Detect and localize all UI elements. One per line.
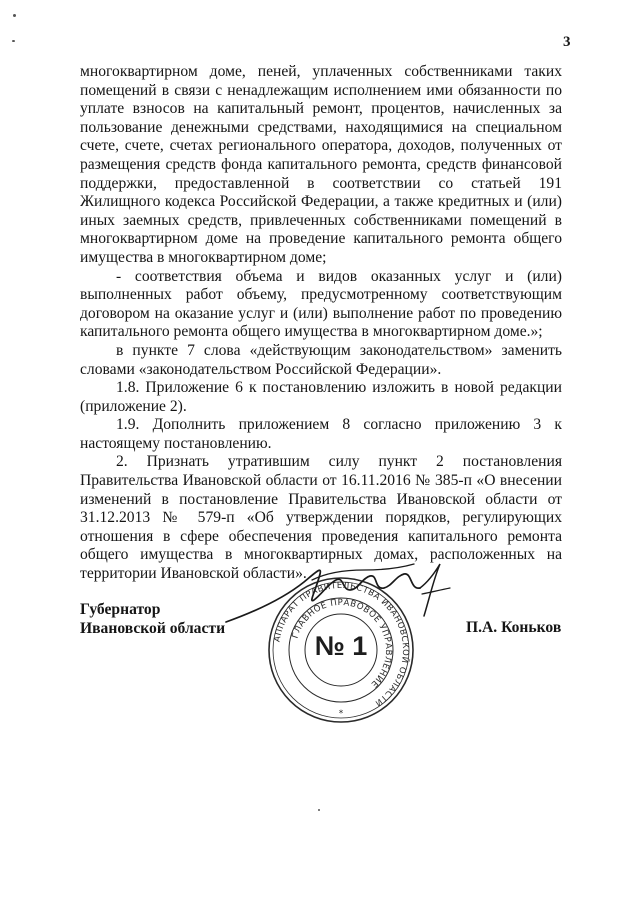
body-paragraph: - соответствия объема и видов оказанных услуг и (или) выполненных работ объему, предусмотренному соответствующим договором на оказание услуг и (или) выполнение работ по проведению капитального ремонта общего имущества в многоквартирном доме.»; bbox=[80, 267, 562, 341]
svg-text:АППАРАТ ПРАВИТЕЛЬСТВА ИВАНОВСК: АППАРАТ ПРАВИТЕЛЬСТВА ИВАНОВСКОЙ ОБЛАСТИ bbox=[271, 579, 412, 709]
signer-position-line: Губернатор bbox=[80, 601, 161, 618]
official-stamp bbox=[266, 575, 416, 725]
signer-name: П.А. Коньков bbox=[466, 619, 562, 636]
signer-position bbox=[80, 601, 225, 638]
svg-text:*: * bbox=[338, 709, 344, 719]
stamp-number: № 1 bbox=[314, 631, 368, 661]
document-body bbox=[80, 63, 562, 584]
body-paragraph: 1.8. Приложение 6 к постановлению изложить в новой редакции (приложение 2). bbox=[80, 379, 562, 415]
scan-speck bbox=[13, 14, 16, 17]
signer-position-line: Ивановской области bbox=[80, 619, 226, 637]
scan-speck bbox=[318, 809, 320, 811]
body-paragraph: 2. Признать утратившим силу пункт 2 постановления Правительства Ивановской области от 16.11.2016 № 385-п «О внесении изменений в постановление Правительства Ивановской области от 31.12.2013 № 579-п «Об утверждении порядков, регулирующих отношения в сфере обеспечения проведения капитального ремонта общего имущества в многоквартирных домах, расположенных на территории Ивановской области». bbox=[80, 453, 562, 583]
body-paragraph: многоквартирном доме, пеней, уплаченных собственниками таких помещений в связи с ненадлежащим исполнением ими обязанности по уплате взносов на капитальный ремонт, процентов, начисленных за пользование денежными средствами, находящимися на специальном счете, счете, счетах регионального оператора, доходов, полученных от размещения средств фонда капитального ремонта, средств финансовой поддержки, предоставленной в соответствии со статьей 191 Жилищного кодекса Российской Федерации, а также кредитных и (или) иных заемных средств, привлеченных собственниками помещений в многоквартирном доме на проведение капитального ремонта общего имущества в многоквартирном доме; bbox=[80, 63, 562, 266]
body-paragraph: 1.9. Дополнить приложением 8 согласно приложению 3 к настоящему постановлению. bbox=[80, 416, 562, 452]
body-paragraph: в пункте 7 слова «действующим законодательством» заменить словами «законодательством Российской Федерации». bbox=[80, 341, 562, 378]
page-number: 3 bbox=[563, 34, 571, 50]
svg-text:ГЛАВНОЕ ПРАВОВОЕ УПРАВЛЕНИЕ: ГЛАВНОЕ ПРАВОВОЕ УПРАВЛЕНИЕ bbox=[290, 597, 394, 690]
scan-speck bbox=[12, 40, 15, 42]
stamp-seal-graphic bbox=[266, 575, 416, 725]
